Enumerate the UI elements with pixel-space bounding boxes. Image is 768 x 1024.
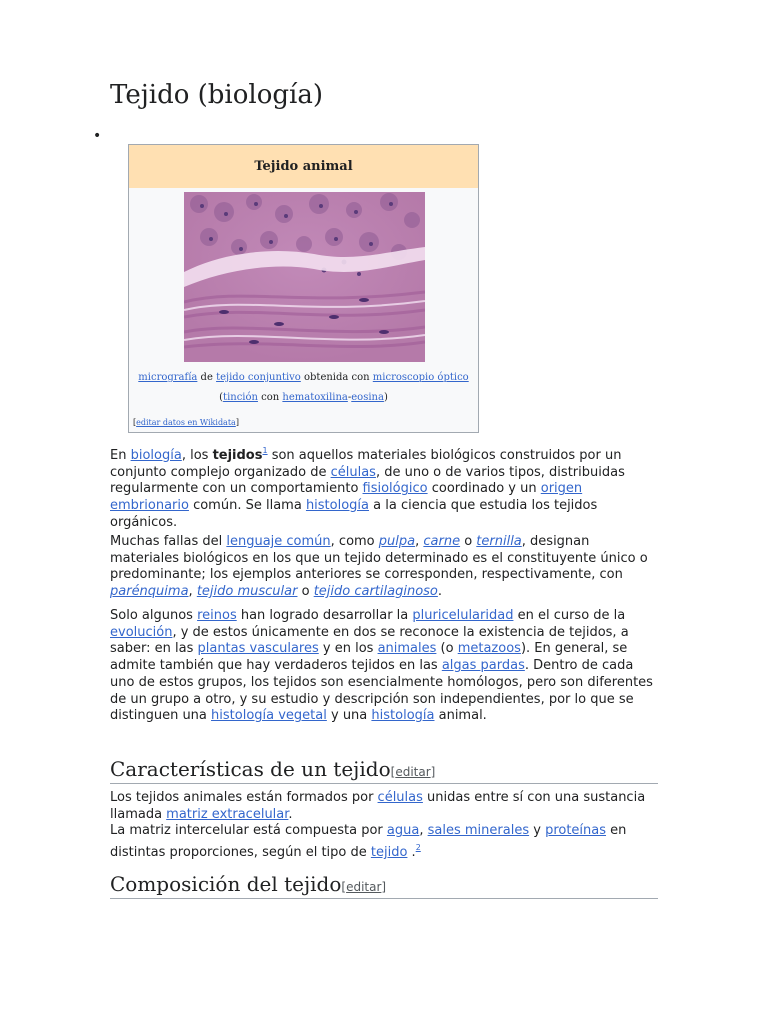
infobox-header: Tejido animal [129, 145, 478, 188]
link-tejido-cartilaginoso[interactable]: tejido cartilaginoso [313, 584, 438, 600]
link-fisiologico[interactable]: fisiológico [362, 481, 428, 497]
paragraph-reinos: Solo algunos reinos han logrado desarrollar la pluricelularidad en el curso de la evolución, y de estos únicamente en dos se reconoce la existencia de tejidos, a saber: en las plantas vasculares y en los animales (o metazoos). En general, se admite también que hay verdaderos tejidos en las algas pardas. Dentro de cada uno de estos grupos, los tejidos son esencialmente homólogos, pero son diferentes de un grupo a otro, y su estudio y descripción son independientes, por lo que se distinguen una histología vegetal y una histología animal. [110, 608, 653, 724]
link-eosina[interactable]: eosina [351, 392, 384, 403]
paragraph-caracteristicas: Los tejidos animales están formados por células unidas entre sí con una sustancia llamada matriz extracelular. La matriz intercelular está compuesta por agua, sales minerales y proteínas en distintas proporciones, según el tipo de tejido .$^2$ [110, 790, 646, 861]
link-micrografia[interactable]: micrografía [138, 372, 198, 383]
paragraph-lenguaje-comun: Muchas fallas del lenguaje común, como pulpa, carne o ternilla, designan materiales biológicos en los que un tejido determinado es el constituyente único o predominante; los ejemplos anteriores se corresponden, respectivamente, con parénquima, tejido muscular o tejido cartilaginoso. [110, 534, 648, 600]
edit-section-link-2[interactable]: editar [346, 880, 382, 894]
edit-section-link[interactable]: editar [395, 765, 431, 779]
link-hematoxilina[interactable]: hematoxilina [282, 392, 348, 403]
link-lenguaje-comun[interactable]: lenguaje común [226, 534, 331, 549]
link-origen-embrionario[interactable]: origen embrionario [110, 481, 583, 514]
link-carne[interactable]: carne [423, 534, 461, 549]
link-tejido-muscular[interactable]: tejido muscular [196, 584, 298, 600]
link-proteinas[interactable]: proteínas [545, 823, 607, 839]
link-ternilla[interactable]: ternilla [476, 534, 522, 549]
link-evolucion[interactable]: evolución [110, 624, 173, 640]
infobox [128, 144, 479, 433]
bold-term-tejidos: tejidos [212, 448, 263, 463]
link-algas-pardas[interactable]: algas pardas [441, 658, 525, 674]
link-biologia[interactable]: biología [130, 448, 182, 463]
link-matriz-extracelular[interactable]: matriz extracelular [166, 806, 289, 822]
link-reinos[interactable]: reinos [197, 608, 237, 623]
infobox-edit-wikidata: [editar datos en Wikidata] [133, 418, 239, 427]
link-plantas-vasculares[interactable]: plantas vasculares [197, 641, 319, 657]
infobox-caption: micrografía de tejido conjuntivo obtenida con microscopio óptico (tinción con hematoxilina-eosina) [138, 372, 469, 403]
link-agua[interactable]: agua [386, 823, 420, 839]
section-heading-caracteristicas: Características de un tejido[editar] [110, 757, 658, 784]
link-animales[interactable]: animales [377, 641, 437, 657]
link-parenquima[interactable]: parénquima [110, 584, 189, 600]
paragraph-intro: En biología, los tejidos$^1$ son aquellos materiales biológicos construidos por un conjunto complejo organizado de células, de uno o de varios tipos, distribuidas regularmente con un comportamiento fisiológico coordinado y un origen embrionario común. Se llama histología a la ciencia que estudia los tejidos orgánicos. [110, 446, 625, 530]
section-heading-composicion: Composición del tejido[editar] [110, 872, 658, 899]
link-pulpa[interactable]: pulpa [378, 534, 416, 549]
edit-wikidata-link[interactable]: editar datos en Wikidata [136, 418, 236, 427]
micrograph-image[interactable] [184, 192, 425, 362]
link-tincion[interactable]: tinción [223, 392, 258, 403]
link-celulas[interactable]: células [330, 464, 376, 480]
page-title: Tejido (biología) [110, 80, 323, 110]
link-pluricelularidad[interactable]: pluricelularidad [412, 608, 514, 623]
link-microscopio-optico[interactable]: microscopio óptico [372, 372, 469, 383]
link-sales-minerales[interactable]: sales minerales [427, 823, 530, 839]
link-histologia-vegetal[interactable]: histología vegetal [211, 708, 327, 724]
reference-1[interactable]: 1 [262, 446, 268, 455]
link-tejido-conjuntivo[interactable]: tejido conjuntivo [216, 372, 301, 383]
link-histologia[interactable]: histología [305, 498, 370, 514]
link-tejido[interactable]: tejido [370, 845, 408, 861]
link-metazoos[interactable]: metazoos [457, 641, 521, 657]
list-bullet: • [93, 128, 102, 144]
link-histologia-animal[interactable]: histología [371, 708, 435, 724]
reference-2[interactable]: 2 [415, 843, 421, 853]
link-celulas-2[interactable]: células [377, 790, 423, 805]
